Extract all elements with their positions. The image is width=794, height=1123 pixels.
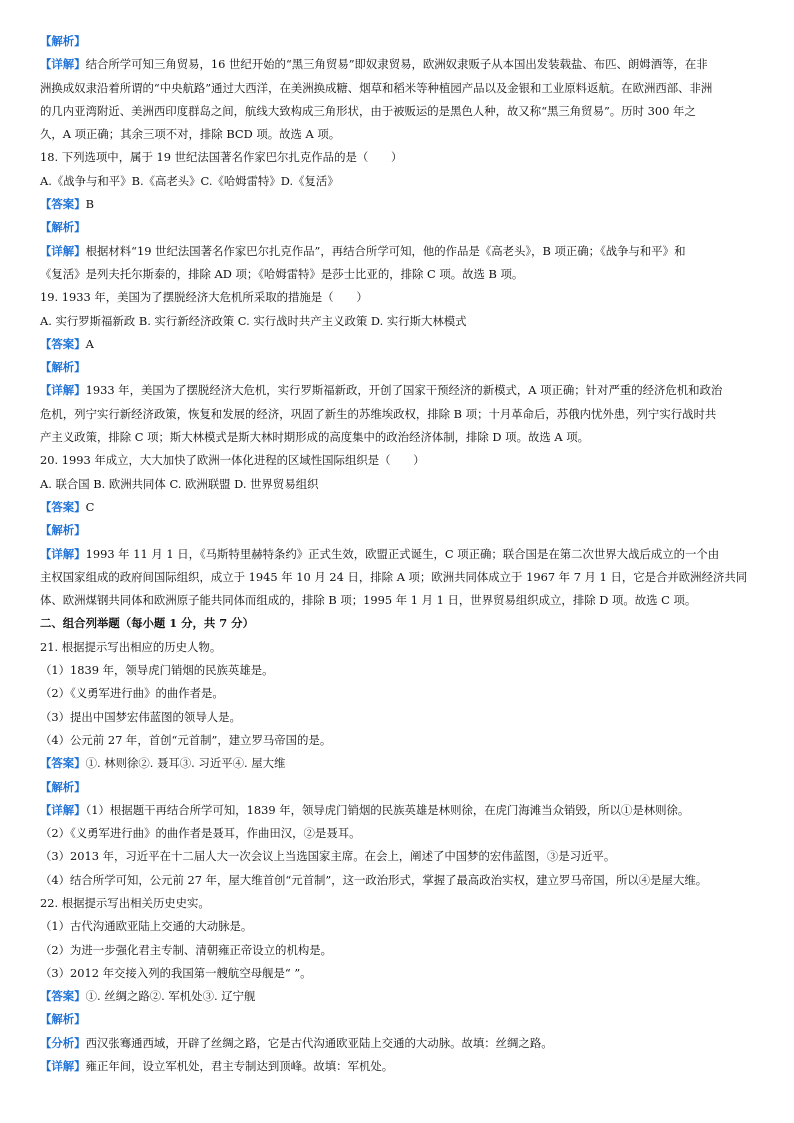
line-text: ①. 林则徐②. 聂耳③. 习近平④. 屋大维 [85, 756, 286, 771]
label-tag: 【解析】 [40, 779, 86, 794]
line-text: 1993 年 11 月 1 日，《马斯特里赫特条约》正式生效，欧盟正式诞生，C 项正确；联合国是在第二次世界大战后成立的一个由 [85, 546, 720, 561]
line-text: 的几内亚湾附近、美洲西印度群岛之间，航线大致构成三角形状，由于被贩运的是黑色人种，故又称“黑三角贸易”。历时 300 年之 [40, 103, 696, 118]
line-text: （3）2013 年，习近平在十二届人大一次会议上当选国家主席。在会上，阐述了中国梦的宏伟蓝图，③是习近平。 [40, 849, 616, 864]
text-line [40, 53, 760, 76]
text-line [40, 869, 760, 892]
text-line [40, 449, 760, 472]
text-line [40, 193, 760, 216]
line-text: 产主义政策，排除 C 项；斯大林模式是斯大林时期形成的高度集中的政治经济体制，排除 D 项。故选 A 项。 [40, 430, 589, 445]
label-tag: 【详解】 [40, 1059, 86, 1074]
line-text: 1933 年，美国为了摆脱经济大危机，实行罗斯福新政，开创了国家干预经济的新模式，A 项正确；针对严重的经济危机和政治 [85, 383, 723, 398]
text-line [40, 799, 760, 822]
line-text: 22. 根据提示写出相关历史史实。 [40, 895, 210, 910]
line-text: 21. 根据提示写出相应的历史人物。 [40, 639, 222, 654]
label-tag: 【解析】 [40, 220, 86, 235]
text-line [40, 77, 760, 100]
line-text: 根据材料“19 世纪法国著名作家巴尔扎克作品”，再结合所学可知，他的作品是《高老头》，B 项正确；《战争与和平》和 [85, 243, 686, 258]
text-line [40, 566, 760, 589]
line-text: （1）古代沟通欧亚陆上交通的大动脉是。 [40, 919, 253, 934]
line-text: C [85, 499, 95, 514]
line-text: A [85, 336, 94, 351]
text-line [40, 146, 760, 169]
label-tag: 【解析】 [40, 360, 86, 375]
line-text: A.《战争与和平》B.《高老头》C.《哈姆雷特》D.《复活》 [40, 173, 339, 188]
label-tag: 【答案】 [40, 336, 86, 351]
label-tag: 【详解】 [40, 243, 86, 258]
line-text: 《复活》是列夫托尔斯泰的，排除 AD 项；《哈姆雷特》是莎士比亚的，排除 C 项。故选 B 项。 [40, 266, 524, 281]
line-text: 雍正年间，设立军机处，君主专制达到顶峰。故填：军机处。 [85, 1059, 394, 1074]
text-line [40, 729, 760, 752]
text-line [40, 263, 760, 286]
line-text: 主权国家组成的政府间国际组织，成立于 1945 年 10 月 24 日，排除 A 项；欧洲共同体成立于 1967 年 7 月 1 日，它是合并欧洲经济共同 [40, 569, 748, 584]
line-text: ①. 丝绸之路②. 军机处③. 辽宁舰 [85, 989, 256, 1004]
line-text: 久，A 项正确；其余三项不对，排除 BCD 项。故选 A 项。 [40, 127, 341, 142]
line-text: 危机，列宁实行新经济政策，恢复和发展的经济，巩固了新生的苏维埃政权，排除 B 项；十月革命后，苏俄内忧外患，列宁实行战时共 [40, 406, 717, 421]
text-line [40, 356, 760, 379]
line-text: B [85, 197, 94, 212]
section-heading [40, 612, 760, 635]
text-line [40, 962, 760, 985]
line-text: 18. 下列选项中，属于 19 世纪法国著名作家巴尔扎克作品的是（ ） [40, 150, 403, 165]
text-line [40, 1032, 760, 1055]
label-tag: 【解析】 [40, 1012, 86, 1027]
line-text: 二、组合列举题（每小题 1 分，共 7 分） [40, 616, 254, 631]
line-text: （3）提出中国梦宏伟蓝图的领导人是。 [40, 709, 241, 724]
text-line [40, 822, 760, 845]
label-tag: 【详解】 [40, 383, 86, 398]
line-text: （2）为进一步强化君主专制、清朝雍正帝设立的机构是。 [40, 942, 333, 957]
text-line [40, 659, 760, 682]
text-line [40, 636, 760, 659]
text-line [40, 123, 760, 146]
label-tag: 【解析】 [40, 34, 86, 48]
line-text: 西汉张骞通西域，开辟了丝绸之路，它是古代沟通欧亚陆上交通的大动脉。故填：丝绸之路。 [85, 1035, 553, 1050]
text-line [40, 543, 760, 566]
line-text: 体、欧洲煤钢共同体和欧洲原子能共同体而组成的，排除 B 项；1995 年 1 月 1 日，世界贸易组织成立，排除 D 项。故选 C 项。 [40, 593, 697, 608]
label-tag: 【答案】 [40, 989, 86, 1004]
text-line [40, 589, 760, 612]
label-tag: 【详解】 [40, 57, 86, 72]
text-line [40, 379, 760, 402]
text-line [40, 216, 760, 239]
line-text: （2）《义勇军进行曲》的曲作者是。 [40, 686, 224, 701]
text-line [40, 1055, 760, 1078]
label-tag: 【答案】 [40, 756, 86, 771]
label-tag: 【答案】 [40, 197, 86, 212]
line-text: 20. 1993 年成立，大大加快了欧洲一体化进程的区域性国际组织是（ ） [40, 453, 425, 468]
label-tag: 【分析】 [40, 1035, 86, 1050]
text-line [40, 706, 760, 729]
line-text: （3）2012 年交接入列的我国第一艘航空母舰是“ ”。 [40, 965, 312, 980]
text-line [40, 100, 760, 123]
text-line [40, 170, 760, 193]
text-line [40, 892, 760, 915]
text-line [40, 845, 760, 868]
text-line [40, 286, 760, 309]
line-text: （4）公元前 27 年，首创“元首制”，建立罗马帝国的是。 [40, 732, 332, 747]
label-tag: 【解析】 [40, 523, 86, 538]
line-text: （1）1839 年，领导虎门销烟的民族英雄是。 [40, 663, 274, 678]
line-text: A. 联合国 B. 欧洲共同体 C. 欧洲联盟 D. 世界贸易组织 [40, 476, 319, 491]
line-text: 洲换成奴隶沿着所谓的“中央航路”通过大西洋，在美洲换成糖、烟草和稻米等种植园产品以及金银和工业原料返航。在欧洲西部、非洲 [40, 80, 713, 95]
text-line [40, 682, 760, 705]
text-line [40, 30, 760, 53]
text-line [40, 403, 760, 426]
document-page [0, 30, 794, 1078]
line-text: A. 实行罗斯福新政 B. 实行新经济政策 C. 实行战时共产主义政策 D. 实行斯大林模式 [40, 313, 467, 328]
line-text: （1）根据题干再结合所学可知，1839 年，领导虎门销烟的民族英雄是林则徐，在虎门海滩当众销毁，所以①是林则徐。 [85, 802, 690, 817]
line-text: （4）结合所学可知，公元前 27 年，屋大维首创“元首制”，这一政治形式，掌握了最高政治实权，建立罗马帝国，所以④是屋大维。 [40, 872, 708, 887]
line-text: 19. 1933 年，美国为了摆脱经济大危机所采取的措施是（ ） [40, 290, 368, 305]
text-line [40, 333, 760, 356]
text-line [40, 915, 760, 938]
line-text: （2）《义勇军进行曲》的曲作者是聂耳，作曲田汉，②是聂耳。 [40, 826, 361, 841]
text-line [40, 752, 760, 775]
text-line [40, 473, 760, 496]
text-line [40, 985, 760, 1008]
text-line [40, 776, 760, 799]
line-text: 结合所学可知三角贸易，16 世纪开始的“黑三角贸易”即奴隶贸易，欧洲奴隶贩子从本国出发装载盐、布匹、朗姆酒等，在非 [85, 57, 708, 72]
text-line [40, 939, 760, 962]
text-line [40, 519, 760, 542]
text-line [40, 426, 760, 449]
label-tag: 【答案】 [40, 499, 86, 514]
label-tag: 【详解】 [40, 546, 86, 561]
text-line [40, 240, 760, 263]
text-line [40, 496, 760, 519]
text-line [40, 1008, 760, 1031]
label-tag: 【详解】 [40, 802, 86, 817]
text-line [40, 310, 760, 333]
